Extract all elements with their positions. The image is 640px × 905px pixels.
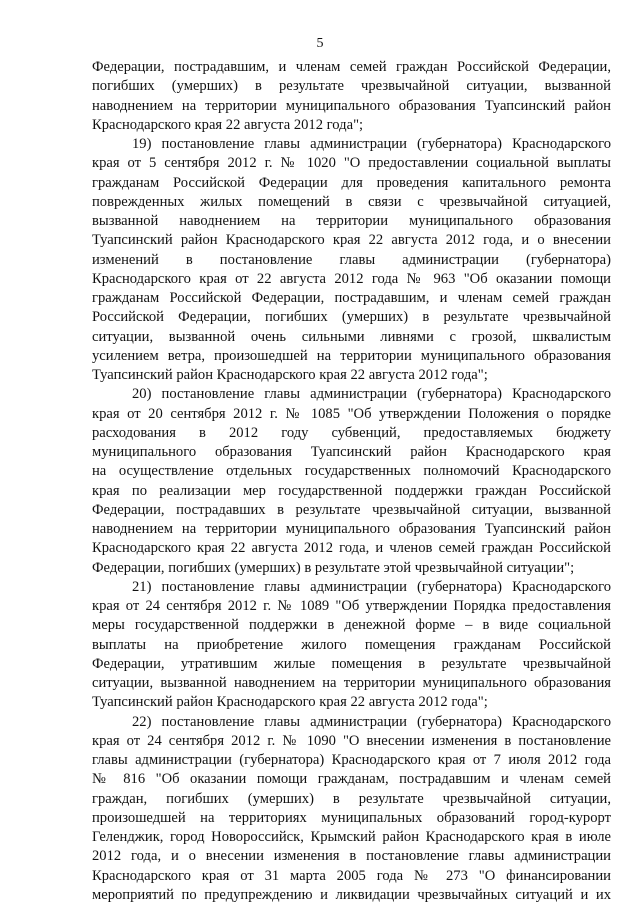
document-body: [92, 58, 611, 905]
text-line: края от 24 сентября 2012 г. № 1090 "О внесении изменения в постановление: [92, 732, 611, 749]
text-line: Федерации, пострадавших в результате чрезвычайной ситуации, вызванной: [92, 501, 611, 518]
text-line: № 816 "Об оказании помощи гражданам, пострадавшим и членам семей: [92, 771, 611, 788]
text-line: Федерации, утратившим жилые помещения в результате чрезвычайной: [92, 655, 611, 672]
text-line: расходования в 2012 году субвенций, предоставляемых бюджету: [92, 424, 611, 441]
text-line: Туапсинский район Краснодарского края 22 августа 2012 года";: [92, 694, 488, 711]
text-line: поврежденных жилых помещений в связи с чрезвычайной ситуацией,: [92, 193, 611, 210]
text-line: усилением ветра, произошедшей на территории муниципального образования: [92, 347, 611, 364]
text-line: Туапсинский район Краснодарского края 22 августа 2012 года";: [92, 367, 488, 383]
text-line: мероприятий по предупреждению и ликвидации чрезвычайных ситуаций и их: [92, 886, 611, 903]
text-line: Краснодарского края от 31 марта 2005 года № 273 "О финансировании: [92, 867, 611, 884]
text-line: наводнением на территории муниципального образования Туапсинский район: [92, 521, 611, 537]
paragraph-item-22: [92, 713, 611, 905]
text-line: муниципального образования Туапсинский район Краснодарского края: [92, 444, 611, 460]
text-line: выплаты на приобретение жилого помещения гражданам Российской: [92, 636, 611, 653]
text-line: ситуации, вызванной наводнением на территории муниципального образования: [92, 675, 611, 691]
text-line: наводнением на территории муниципального образования Туапсинский район: [92, 97, 611, 114]
text-line: Краснодарского края 22 августа 2012 года";: [92, 116, 364, 133]
paragraph-item-19: [92, 135, 611, 385]
text-line: Краснодарского края от 22 августа 2012 года № 963 "Об оказании помощи: [92, 270, 611, 287]
text-line: ситуации, вызванной очень сильными ливнями с грозой, шквалистым: [92, 328, 611, 345]
text-line: Федерации, погибших (умерших) в результате этой чрезвычайной ситуации";: [92, 559, 575, 576]
text-line: граждан, погибших (умерших) в результате чрезвычайной ситуации,: [92, 790, 611, 807]
paragraph-item-20: [92, 385, 611, 578]
text-line: главы администрации (губернатора) Краснодарского края от 7 июля 2012 года: [92, 752, 611, 768]
text-line: Федерации, пострадавшим, и членам семей граждан Российской Федерации,: [92, 59, 611, 75]
text-line: Геленджик, город Новороссийск, Крымский район Краснодарского края в июле: [92, 829, 611, 845]
text-line: изменений в постановление главы администрации (губернатора): [92, 251, 611, 268]
text-line: 19) постановление главы администрации (губернатора) Краснодарского: [132, 136, 611, 152]
text-line: Российской Федерации, погибших (умерших) в результате чрезвычайной: [92, 309, 611, 326]
text-line: Краснодарского края 22 августа 2012 года, и членов семей граждан Российской: [92, 540, 611, 557]
text-line: 2012 года, и о внесении изменения в постановление главы администрации: [92, 848, 611, 865]
text-line: произошедшей на территориях муниципальных образований город-курорт: [92, 809, 611, 826]
paragraph-item-21: [92, 578, 611, 713]
text-line: края от 5 сентября 2012 г. № 1020 "О предоставлении социальной выплаты: [92, 155, 611, 172]
page-number: 5: [316, 36, 324, 51]
text-line: меры государственной поддержки в денежной форме – в виде социальной: [92, 617, 611, 634]
text-line: 21) постановление главы администрации (губернатора) Краснодарского: [132, 578, 611, 595]
text-line: гражданам Российской Федерации, пострадавшим, и членам семей граждан: [92, 290, 611, 306]
text-line: Туапсинский район Краснодарского края 22 августа 2012 года, и о внесении: [92, 232, 611, 249]
text-line: на осуществление отдельных государственных полномочий Краснодарского: [92, 463, 611, 480]
text-line: края от 20 сентября 2012 г. № 1085 "Об утверждении Положения о порядке: [92, 405, 611, 422]
text-line: края по реализации мер государственной поддержки граждан Российской: [92, 482, 611, 499]
text-line: 20) постановление главы администрации (губернатора) Краснодарского: [132, 386, 611, 403]
text-line: 22) постановление главы администрации (губернатора) Краснодарского: [132, 713, 611, 730]
text-line: края от 24 сентября 2012 г. № 1089 "Об утверждении Порядка предоставления: [92, 598, 611, 614]
text-line: погибших (умерших) в результате чрезвычайной ситуации, вызванной: [92, 78, 611, 95]
paragraph-continuation: [92, 58, 611, 135]
text-line: вызванной наводнением на территории муниципального образования: [92, 213, 611, 229]
text-line: гражданам Российской Федерации для проведения капитального ремонта: [92, 174, 611, 191]
